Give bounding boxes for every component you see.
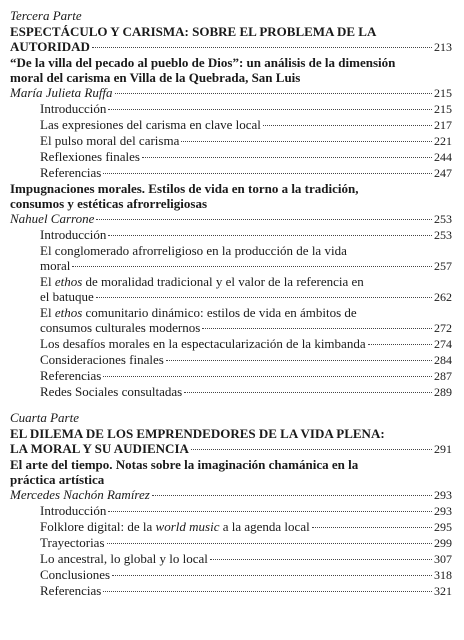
dot-leader [210, 559, 432, 560]
dot-leader [112, 575, 432, 576]
essay-title-line-1: Impugnaciones morales. Estilos de vida en torno a la tradición, [10, 181, 359, 196]
toc-item [10, 289, 452, 305]
toc-item-text: Referencias [40, 368, 102, 383]
page-number: 215 [434, 102, 452, 116]
dot-leader [107, 543, 432, 544]
chapter-title-line-1: EL DILEMA DE LOS EMPRENDEDORES DE LA VIDA PLENA: [10, 426, 385, 441]
toc-item-text: Consideraciones finales [40, 352, 164, 367]
toc-item-text: Referencias [40, 165, 102, 180]
page-number: 293 [434, 504, 452, 518]
toc-item [10, 503, 452, 519]
page-number: 244 [434, 150, 452, 164]
page-number: 274 [434, 337, 452, 351]
toc-item-text: Trayectorias [40, 535, 105, 550]
chapter-title-text: LA MORAL Y SU AUDIENCIA [10, 441, 189, 456]
essay-title-line-1: “De la villa del pecado al pueblo de Dios”: un análisis de la dimensión [10, 55, 396, 70]
page-number: 257 [434, 259, 452, 273]
page-number: 247 [434, 166, 452, 180]
toc-item [10, 101, 452, 117]
page-number: 287 [434, 369, 452, 383]
toc-item-text: Introducción [40, 227, 107, 242]
toc-item [10, 336, 452, 352]
page-number: 289 [434, 385, 452, 399]
toc-text-part: a la agenda local [219, 519, 310, 534]
toc-item [10, 133, 452, 149]
page-number: 299 [434, 536, 452, 550]
toc-item-line-1 [10, 305, 452, 320]
page-number: 291 [434, 442, 452, 456]
dot-leader [108, 235, 432, 236]
dot-leader [142, 157, 432, 158]
toc-item [10, 165, 452, 181]
page-number: 307 [434, 552, 452, 566]
dot-leader [92, 47, 432, 48]
page-number: 295 [434, 520, 452, 534]
toc-item [10, 384, 452, 400]
toc-text-part: comunitario dinámico: estilos de vida en ámbitos de [82, 305, 357, 320]
page-number: 215 [434, 86, 452, 100]
essay-title-line-2: práctica artística [10, 472, 105, 487]
toc-item-text: El pulso moral del carisma [40, 133, 180, 148]
dot-leader [312, 527, 432, 528]
dot-leader [108, 511, 432, 512]
toc-item [10, 519, 452, 535]
page-number: 253 [434, 212, 452, 226]
page-number: 213 [434, 40, 452, 54]
toc-item-text [40, 519, 310, 534]
toc-text-part: El [40, 274, 55, 289]
toc-item [10, 535, 452, 551]
toc-item-text: moral [40, 258, 71, 273]
toc-item [10, 583, 452, 599]
dot-leader [103, 173, 432, 174]
toc-item-text: consumos culturales modernos [40, 320, 201, 335]
dot-leader [191, 449, 432, 450]
author-name: María Julieta Ruffa [10, 85, 113, 100]
toc-item-text: Lo ancestral, lo global y lo local [40, 551, 208, 566]
toc-item-line-1 [10, 274, 452, 289]
toc-item [10, 567, 452, 583]
toc-item-text: Introducción [40, 503, 107, 518]
dot-leader [103, 376, 432, 377]
toc-item [10, 551, 452, 567]
part-label-cuarta: Cuarta Parte [10, 410, 79, 425]
page-number: 284 [434, 353, 452, 367]
dot-leader [166, 360, 432, 361]
page-number: 221 [434, 134, 452, 148]
toc-item-text: Las expresiones del carisma en clave local [40, 117, 261, 132]
dot-leader [115, 93, 432, 94]
toc-item-line-1: El conglomerado afrorreligioso en la producción de la vida [40, 243, 347, 258]
page-number: 318 [434, 568, 452, 582]
toc-item [10, 117, 452, 133]
toc-text-italic: ethos [54, 305, 83, 320]
toc-item-text: Redes Sociales consultadas [40, 384, 183, 399]
toc-item [10, 227, 452, 243]
page-number: 293 [434, 488, 452, 502]
toc-item [10, 258, 452, 274]
page-number: 253 [434, 228, 452, 242]
dot-leader [368, 344, 432, 345]
toc-text-part: Folklore digital: de la [40, 519, 156, 534]
author-line [10, 487, 452, 503]
dot-leader [108, 109, 432, 110]
dot-leader [96, 219, 432, 220]
toc-item [10, 368, 452, 384]
chapter-title-line-1: ESPECTÁCULO Y CARISMA: SOBRE EL PROBLEMA DE LA [10, 24, 377, 39]
dot-leader [103, 591, 432, 592]
dot-leader [152, 495, 432, 496]
author-line [10, 211, 452, 227]
toc-item-text: Los desafíos morales en la espectacularización de la kimbanda [40, 336, 366, 351]
toc-item-text: el batuque [40, 289, 94, 304]
author-name: Mercedes Nachón Ramírez [10, 487, 150, 502]
toc-item-text: Referencias [40, 583, 102, 598]
chapter-title-line-2 [10, 441, 452, 457]
author-line [10, 85, 452, 101]
toc-text-italic: ethos [54, 274, 83, 289]
dot-leader [263, 125, 432, 126]
toc-item-text: Introducción [40, 101, 107, 116]
toc-item [10, 149, 452, 165]
toc-text-part: El [40, 305, 55, 320]
essay-title-line-2: consumos y estéticas afrorreligiosas [10, 196, 208, 211]
dot-leader [202, 328, 432, 329]
author-name: Nahuel Carrone [10, 211, 95, 226]
dot-leader [96, 297, 432, 298]
essay-title-line-2: moral del carisma en Villa de la Quebrada, San Luis [10, 70, 301, 85]
toc-item-text: Reflexiones finales [40, 149, 140, 164]
page-number: 321 [434, 584, 452, 598]
essay-title-line-1: El arte del tiempo. Notas sobre la imaginación chamánica en la [10, 457, 359, 472]
dot-leader [181, 141, 432, 142]
chapter-title-line-2 [10, 39, 452, 55]
toc-item [10, 320, 452, 336]
dot-leader [184, 392, 432, 393]
page-number: 272 [434, 321, 452, 335]
toc-text-italic: world music [155, 519, 220, 534]
toc-item-text: Conclusiones [40, 567, 111, 582]
chapter-title-text: AUTORIDAD [10, 39, 90, 54]
dot-leader [72, 266, 432, 267]
page-number: 262 [434, 290, 452, 304]
toc-item [10, 352, 452, 368]
page-number: 217 [434, 118, 452, 132]
toc-text-part: de moralidad tradicional y el valor de la referencia en [82, 274, 364, 289]
part-label-tercera: Tercera Parte [10, 8, 82, 23]
